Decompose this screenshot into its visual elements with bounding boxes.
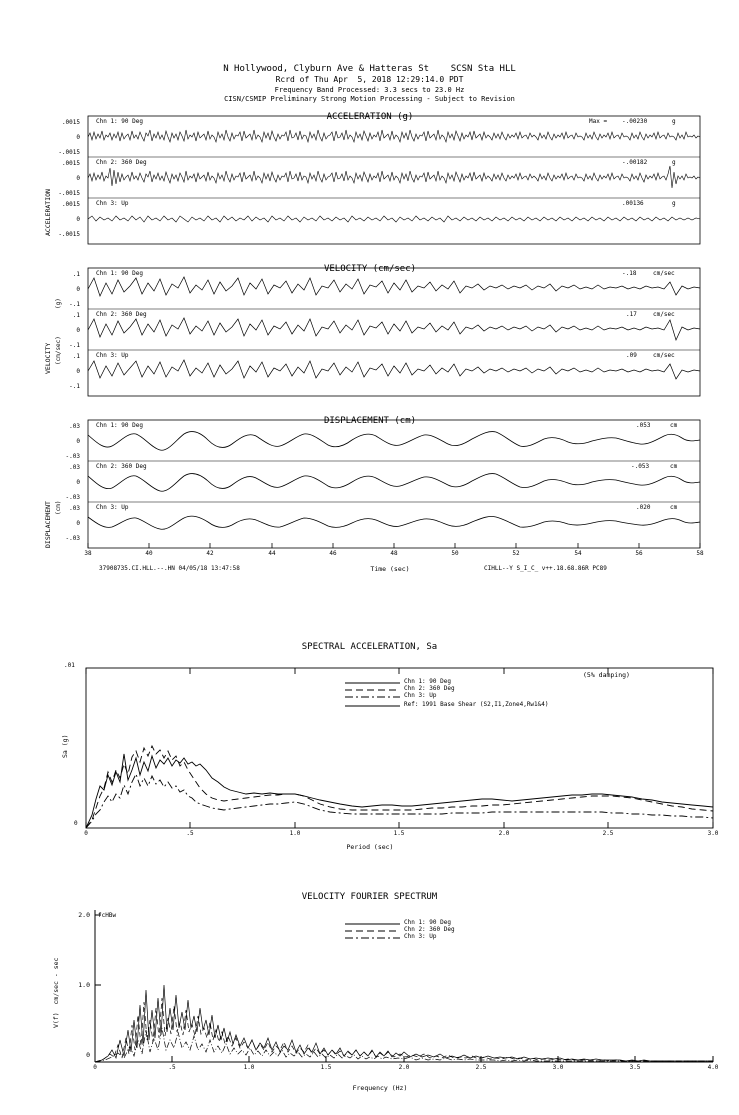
spectral-ylabel: Sa (g) — [60, 734, 69, 758]
accel-tick-top-2: .0015 — [61, 160, 80, 167]
time-tick-46: 46 — [329, 550, 337, 557]
vel-tick-top-1: .1 — [72, 271, 80, 278]
spectral-xtick-0: 0 — [84, 830, 88, 837]
disp-chn1-units: cm — [670, 422, 678, 429]
spectral-ytop-label: .01 — [64, 662, 75, 669]
disp-chn2-max: -.053 — [631, 463, 650, 470]
vel-chn3-max: .09 — [626, 352, 637, 359]
record-datetime: Rcrd of Thu Apr 5, 2018 12:29:14.0 PDT — [275, 75, 464, 84]
vel-tick-mid-3: 0 — [76, 368, 80, 375]
spectral-title: SPECTRAL ACCELERATION, Sa — [301, 642, 438, 652]
spectral-plot — [0, 630, 739, 860]
fourier-spectrum-panel — [0, 880, 739, 1115]
vel-tick-mid-2: 0 — [76, 327, 80, 334]
spectral-damping-note: (5% damping) — [583, 671, 630, 679]
fourier-ylabel: V(f) cm/sec - sec — [51, 957, 60, 1028]
spectral-acceleration-panel — [0, 630, 739, 860]
accel-tick-mid-2: 0 — [76, 175, 80, 182]
accel-chn3-label: Chn 3: Up — [96, 200, 129, 207]
vel-chn1-units: cm/sec — [653, 270, 675, 277]
fourier-plot — [0, 880, 739, 1115]
fourier-xtick-0: 0 — [93, 1064, 97, 1071]
time-tick-44: 44 — [268, 550, 276, 557]
disp-tick-top-3: .03 — [69, 505, 80, 512]
time-tick-58: 58 — [696, 550, 704, 557]
accel-tick-bot-1: -.0015 — [58, 149, 80, 156]
accel-chn3-max: .00136 — [622, 200, 644, 207]
time-tick-48: 48 — [390, 550, 398, 557]
accel-tick-bot-2: -.0015 — [58, 190, 80, 197]
vel-chn3-units: cm/sec — [653, 352, 675, 359]
disp-chn3-units: cm — [670, 504, 678, 511]
disp-tick-bot-2: -.03 — [65, 494, 80, 501]
acceleration-title: ACCELERATION (g) — [326, 112, 414, 122]
vel-chn3-label: Chn 3: Up — [96, 352, 129, 359]
record-title: N Hollywood, Clyburn Ave & Hatteras St SCSN Sta HLL — [223, 64, 516, 74]
time-tick-50: 50 — [451, 550, 459, 557]
disp-chn2-label: Chn 2: 360 Deg — [96, 463, 147, 470]
processing-note: CISN/CSMIP Preliminary Strong Motion Processing - Subject to Revision — [224, 95, 515, 103]
accel-chn2-units: g — [672, 159, 676, 166]
vel-chn2-max: .17 — [626, 311, 637, 318]
fourier-title: VELOCITY FOURIER SPECTRUM — [301, 892, 438, 902]
vel-chn2-units: cm/sec — [653, 311, 675, 318]
time-tick-40: 40 — [145, 550, 153, 557]
accel-chn3-units: g — [672, 200, 676, 207]
velocity-panel — [0, 258, 739, 408]
accel-chn2-label: Chn 2: 360 Deg — [96, 159, 147, 166]
fourier-ytick-0: 0 — [86, 1051, 90, 1059]
velocity-axis-label: VELOCITY — [43, 342, 52, 374]
fourier-xtick-7: 3.5 — [629, 1064, 641, 1071]
spectral-legend-item-1: Chn 2: 360 Deg — [404, 685, 455, 692]
fourier-xtick-2: 1.0 — [243, 1064, 255, 1071]
accel-tick-bot-3: -.0015 — [58, 231, 80, 238]
vel-tick-mid-1: 0 — [76, 286, 80, 293]
acceleration-traces — [0, 106, 739, 256]
vel-tick-bot-3: -.1 — [69, 383, 80, 390]
fourier-ytick-1: 1.0 — [78, 981, 90, 989]
fourier-xtick-3: 1.5 — [320, 1064, 332, 1071]
fourier-xlabel: Frequency (Hz) — [352, 1084, 408, 1092]
fourier-legend-item-2: Chn 3: Up — [404, 933, 437, 940]
velocity-axis-units: (cm/sec) — [55, 336, 63, 365]
spectral-legend-item-2: Chn 3: Up — [404, 692, 437, 699]
disp-tick-bot-1: -.03 — [65, 453, 80, 460]
accel-chn1-max: -.00230 — [622, 118, 648, 125]
disp-tick-bot-3: -.03 — [65, 535, 80, 542]
displacement-axis-label: DISPLACEMENT — [43, 501, 52, 548]
fourier-corner-note: fcHBw — [98, 912, 117, 919]
disp-tick-top-2: .03 — [69, 464, 80, 471]
fourier-xtick-1: .5 — [168, 1064, 176, 1071]
vel-tick-bot-2: -.1 — [69, 342, 80, 349]
disp-chn1-label: Chn 1: 90 Deg — [96, 422, 143, 429]
vel-tick-top-2: .1 — [72, 312, 80, 319]
footer-right: CIHLL--Y S_I_C_ v++.18.68.86R PC89 — [484, 565, 607, 572]
time-tick-54: 54 — [574, 550, 582, 557]
accel-chn1-label: Chn 1: 90 Deg — [96, 118, 143, 125]
velocity-title: VELOCITY (cm/sec) — [323, 264, 417, 274]
disp-chn2-units: cm — [670, 463, 678, 470]
accel-tick-top-1: .0015 — [61, 119, 80, 126]
time-tick-52: 52 — [512, 550, 520, 557]
spectral-xtick-5: 2.5 — [602, 830, 614, 837]
spectral-ybottom-label: 0 — [74, 820, 78, 827]
fourier-xtick-8: 4.0 — [707, 1064, 719, 1071]
disp-chn3-label: Chn 3: Up — [96, 504, 129, 511]
acceleration-axis-label: ACCELERATION — [43, 189, 52, 236]
accel-chn1-max-prefix: Max = — [589, 118, 608, 125]
velocity-traces — [0, 258, 739, 408]
disp-tick-mid-1: 0 — [76, 438, 80, 445]
accel-chn2-max: -.00182 — [622, 159, 648, 166]
spectral-legend-item-0: Chn 1: 90 Deg — [404, 678, 451, 685]
time-tick-38: 38 — [84, 550, 92, 557]
spectral-xtick-3: 1.5 — [393, 830, 405, 837]
accel-tick-top-3: .0015 — [61, 201, 80, 208]
accel-tick-mid-3: 0 — [76, 216, 80, 223]
vel-chn1-max: -.18 — [622, 270, 637, 277]
fourier-xtick-5: 2.5 — [475, 1064, 487, 1071]
frequency-band-note: Frequency Band Processed: 3.3 secs to 23.0 Hz — [274, 86, 465, 94]
spectral-xtick-1: .5 — [186, 830, 194, 837]
displacement-title: DISPLACEMENT (cm) — [323, 416, 417, 426]
displacement-axis-units: (cm) — [55, 500, 63, 515]
spectral-xtick-4: 2.0 — [498, 830, 510, 837]
vel-chn2-label: Chn 2: 360 Deg — [96, 311, 147, 318]
disp-tick-mid-2: 0 — [76, 479, 80, 486]
fourier-legend-item-0: Chn 1: 90 Deg — [404, 919, 451, 926]
disp-chn3-max: .020 — [636, 504, 651, 511]
disp-tick-mid-3: 0 — [76, 520, 80, 527]
fourier-ytick-2: 2.0 — [78, 911, 90, 919]
time-tick-42: 42 — [206, 550, 214, 557]
footer-left: 37908735.CI.HLL.--.HN 04/05/18 13:47:58 — [99, 565, 240, 572]
vel-tick-bot-1: -.1 — [69, 301, 80, 308]
disp-chn1-max: .053 — [636, 422, 651, 429]
fourier-legend-item-1: Chn 2: 360 Deg — [404, 926, 455, 933]
acceleration-axis-units: (g) — [55, 298, 63, 309]
time-axis-label: Time (sec) — [370, 565, 410, 573]
fourier-xtick-6: 3.0 — [552, 1064, 564, 1071]
vel-tick-top-3: .1 — [72, 353, 80, 360]
accel-chn1-units: g — [672, 118, 676, 125]
spectral-legend-item-3: Ref: 1991 Base Shear (S2,I1,Zone4,Rw1&4) — [404, 701, 549, 708]
time-tick-56: 56 — [635, 550, 643, 557]
vel-chn1-label: Chn 1: 90 Deg — [96, 270, 143, 277]
fourier-xtick-4: 2.0 — [398, 1064, 410, 1071]
disp-tick-top-1: .03 — [69, 423, 80, 430]
displacement-panel — [0, 410, 739, 580]
accel-tick-mid-1: 0 — [76, 134, 80, 141]
spectral-xlabel: Period (sec) — [346, 843, 394, 851]
spectral-xtick-6: 3.0 — [707, 830, 719, 837]
spectral-xtick-2: 1.0 — [289, 830, 301, 837]
